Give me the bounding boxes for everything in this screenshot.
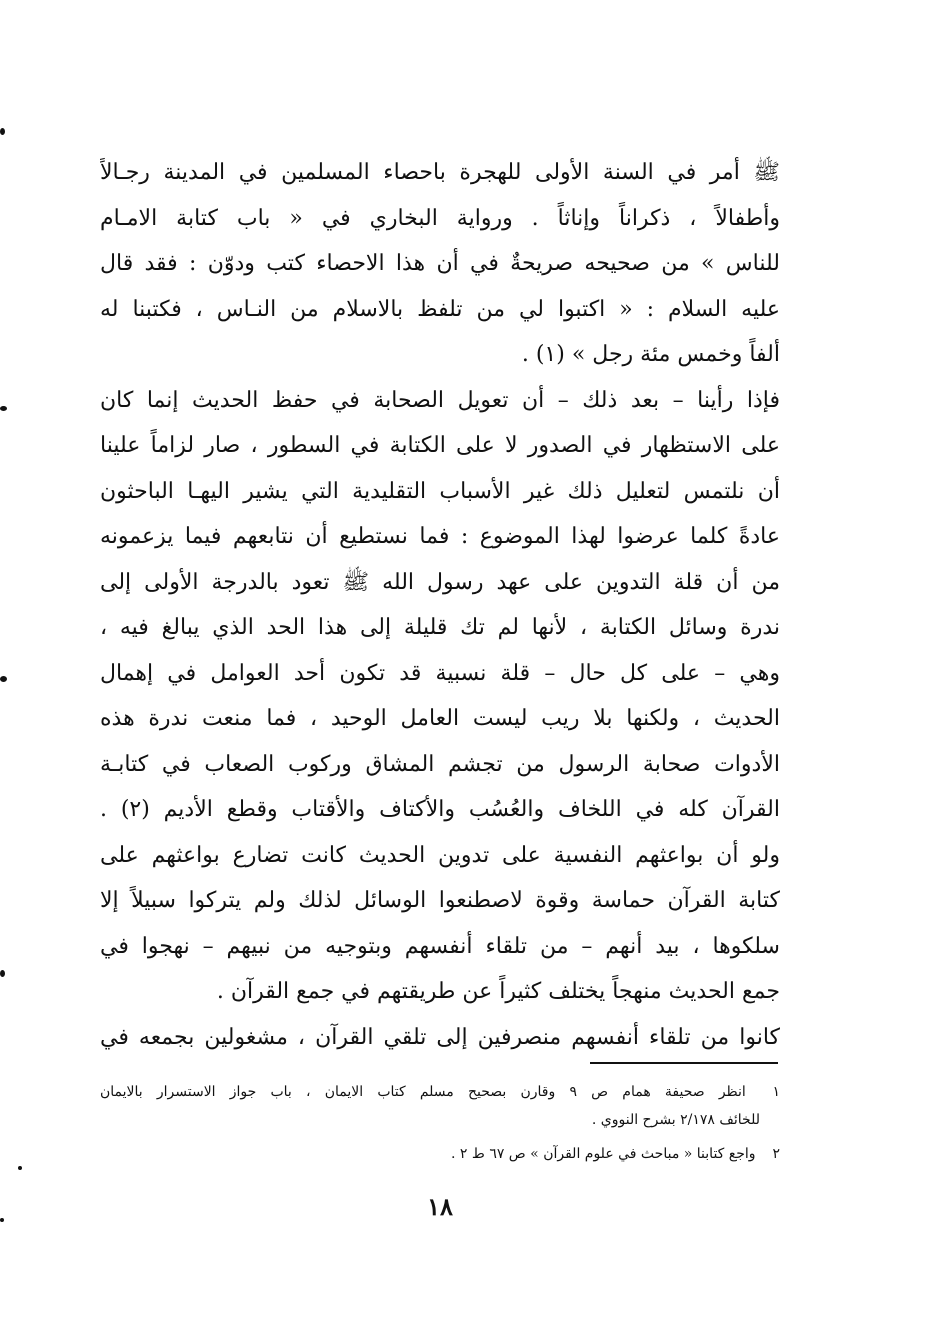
text-line: للناس » من صحيحه صريحةٌ في أن هذا الاحصاء كتب ودوّن : فقد قال — [100, 251, 780, 276]
scan-mark — [18, 1166, 22, 1170]
text-line: القرآن كله في اللخاف والعُسُب والأكتاف والأقتاب وقطع الأديم (٢) . — [100, 797, 780, 822]
text-line: عادةً كلما عرضوا لهذا الموضوع : فما نستطيع أن نتابعهم فيما يزعمونه — [100, 524, 780, 549]
text-line: ولو أن بواعثهم النفسية على تدوين الحديث كانت تضارع بواعثهم على — [100, 842, 780, 868]
text-line: وهي – على كل حال – قلة نسبية قد تكون أحد العوامل في إهمال — [100, 660, 780, 686]
text-line: وأطفالاً ، ذكراناً وإناثاً . ورواية البخاري في « باب كتابة الامـام — [100, 205, 780, 231]
text-line: ندرة وسائل الكتابة ، لأنها لم تك قليلة إلى هذا الحد الذي يبالغ فيه ، — [100, 615, 780, 640]
text-line: فإذا رأينا – بعد ذلك – أن تعويل الصحابة في حفظ الحديث إنما كان — [100, 387, 780, 413]
scan-mark — [0, 128, 5, 135]
text-line: عليه السلام : « اكتبوا لي من تلفظ بالاسلام من النـاس ، فكتبنا له — [100, 296, 780, 322]
body-text — [100, 150, 780, 1060]
footnote-text: واجع كتابنا « مباحث في علوم القرآن » ص ٦٧ ط ٢ . — [451, 1146, 756, 1162]
footnote-divider — [590, 1062, 778, 1064]
text-line: كتابة القرآن حماسة وقوة لاصطنعوا الوسائل لذلك ولم يتركوا سبيلاً إلا — [100, 888, 780, 913]
text-line: ﷺ أمر في السنة الأولى للهجرة باحصاء المسلمين في المدينة رجـالاً — [100, 160, 780, 185]
scan-mark — [0, 676, 7, 682]
page-number: ١٨ — [427, 1192, 453, 1221]
scan-mark — [0, 406, 7, 411]
text-line: الأدوات صحابة الرسول من تجشم المشاق وركوب الصعاب في كتابـة — [100, 751, 780, 777]
footnote-2 — [100, 1140, 780, 1168]
text-line: سلكوها ، بيد أنهم – من تلقاء أنفسهم وبتوجيه من نبيهم – نهجوا في — [100, 933, 780, 959]
footnote-number: ١ — [772, 1084, 780, 1100]
text-line: ألفاً وخمس مئة رجل » (١) . — [521, 342, 780, 367]
text-line: من أن قلة التدوين على عهد رسول الله ﷺ تعود بالدرجة الأولى إلى — [100, 569, 780, 595]
footnote-1-continuation: للخائف ٢/١٧٨ بشرح النووي . — [591, 1112, 760, 1128]
scan-mark — [0, 1218, 4, 1222]
text-line: الحديث ، ولكنها بلا ريب ليست العامل الوحيد ، فما منعت ندرة هذه — [100, 706, 780, 731]
footnote-text: انظر صحيفة همام ص ٩ وقارن بصحيح مسلم كتاب الايمان ، باب جواز الاستسرار بالايمان — [100, 1084, 746, 1100]
text-line: على الاستظهار في الصدور لا على الكتابة في السطور ، صار لزاماً علينا — [100, 433, 780, 458]
footnotes — [100, 1078, 780, 1168]
scan-mark — [0, 970, 5, 977]
text-line: جمع الحديث منهجاً يختلف كثيراً عن طريقتهم في جمع القرآن . — [216, 979, 780, 1004]
footnote-number: ٢ — [772, 1146, 780, 1162]
footnote-1 — [100, 1078, 780, 1106]
text-line: كانوا من تلقاء أنفسهم منصرفين إلى تلقي القرآن ، مشغولين بجمعه في — [100, 1024, 780, 1050]
text-line: أن نلتمس لتعليل ذلك غير الأسباب التقليدية التي يشير اليهـا الباحثون — [100, 478, 780, 504]
